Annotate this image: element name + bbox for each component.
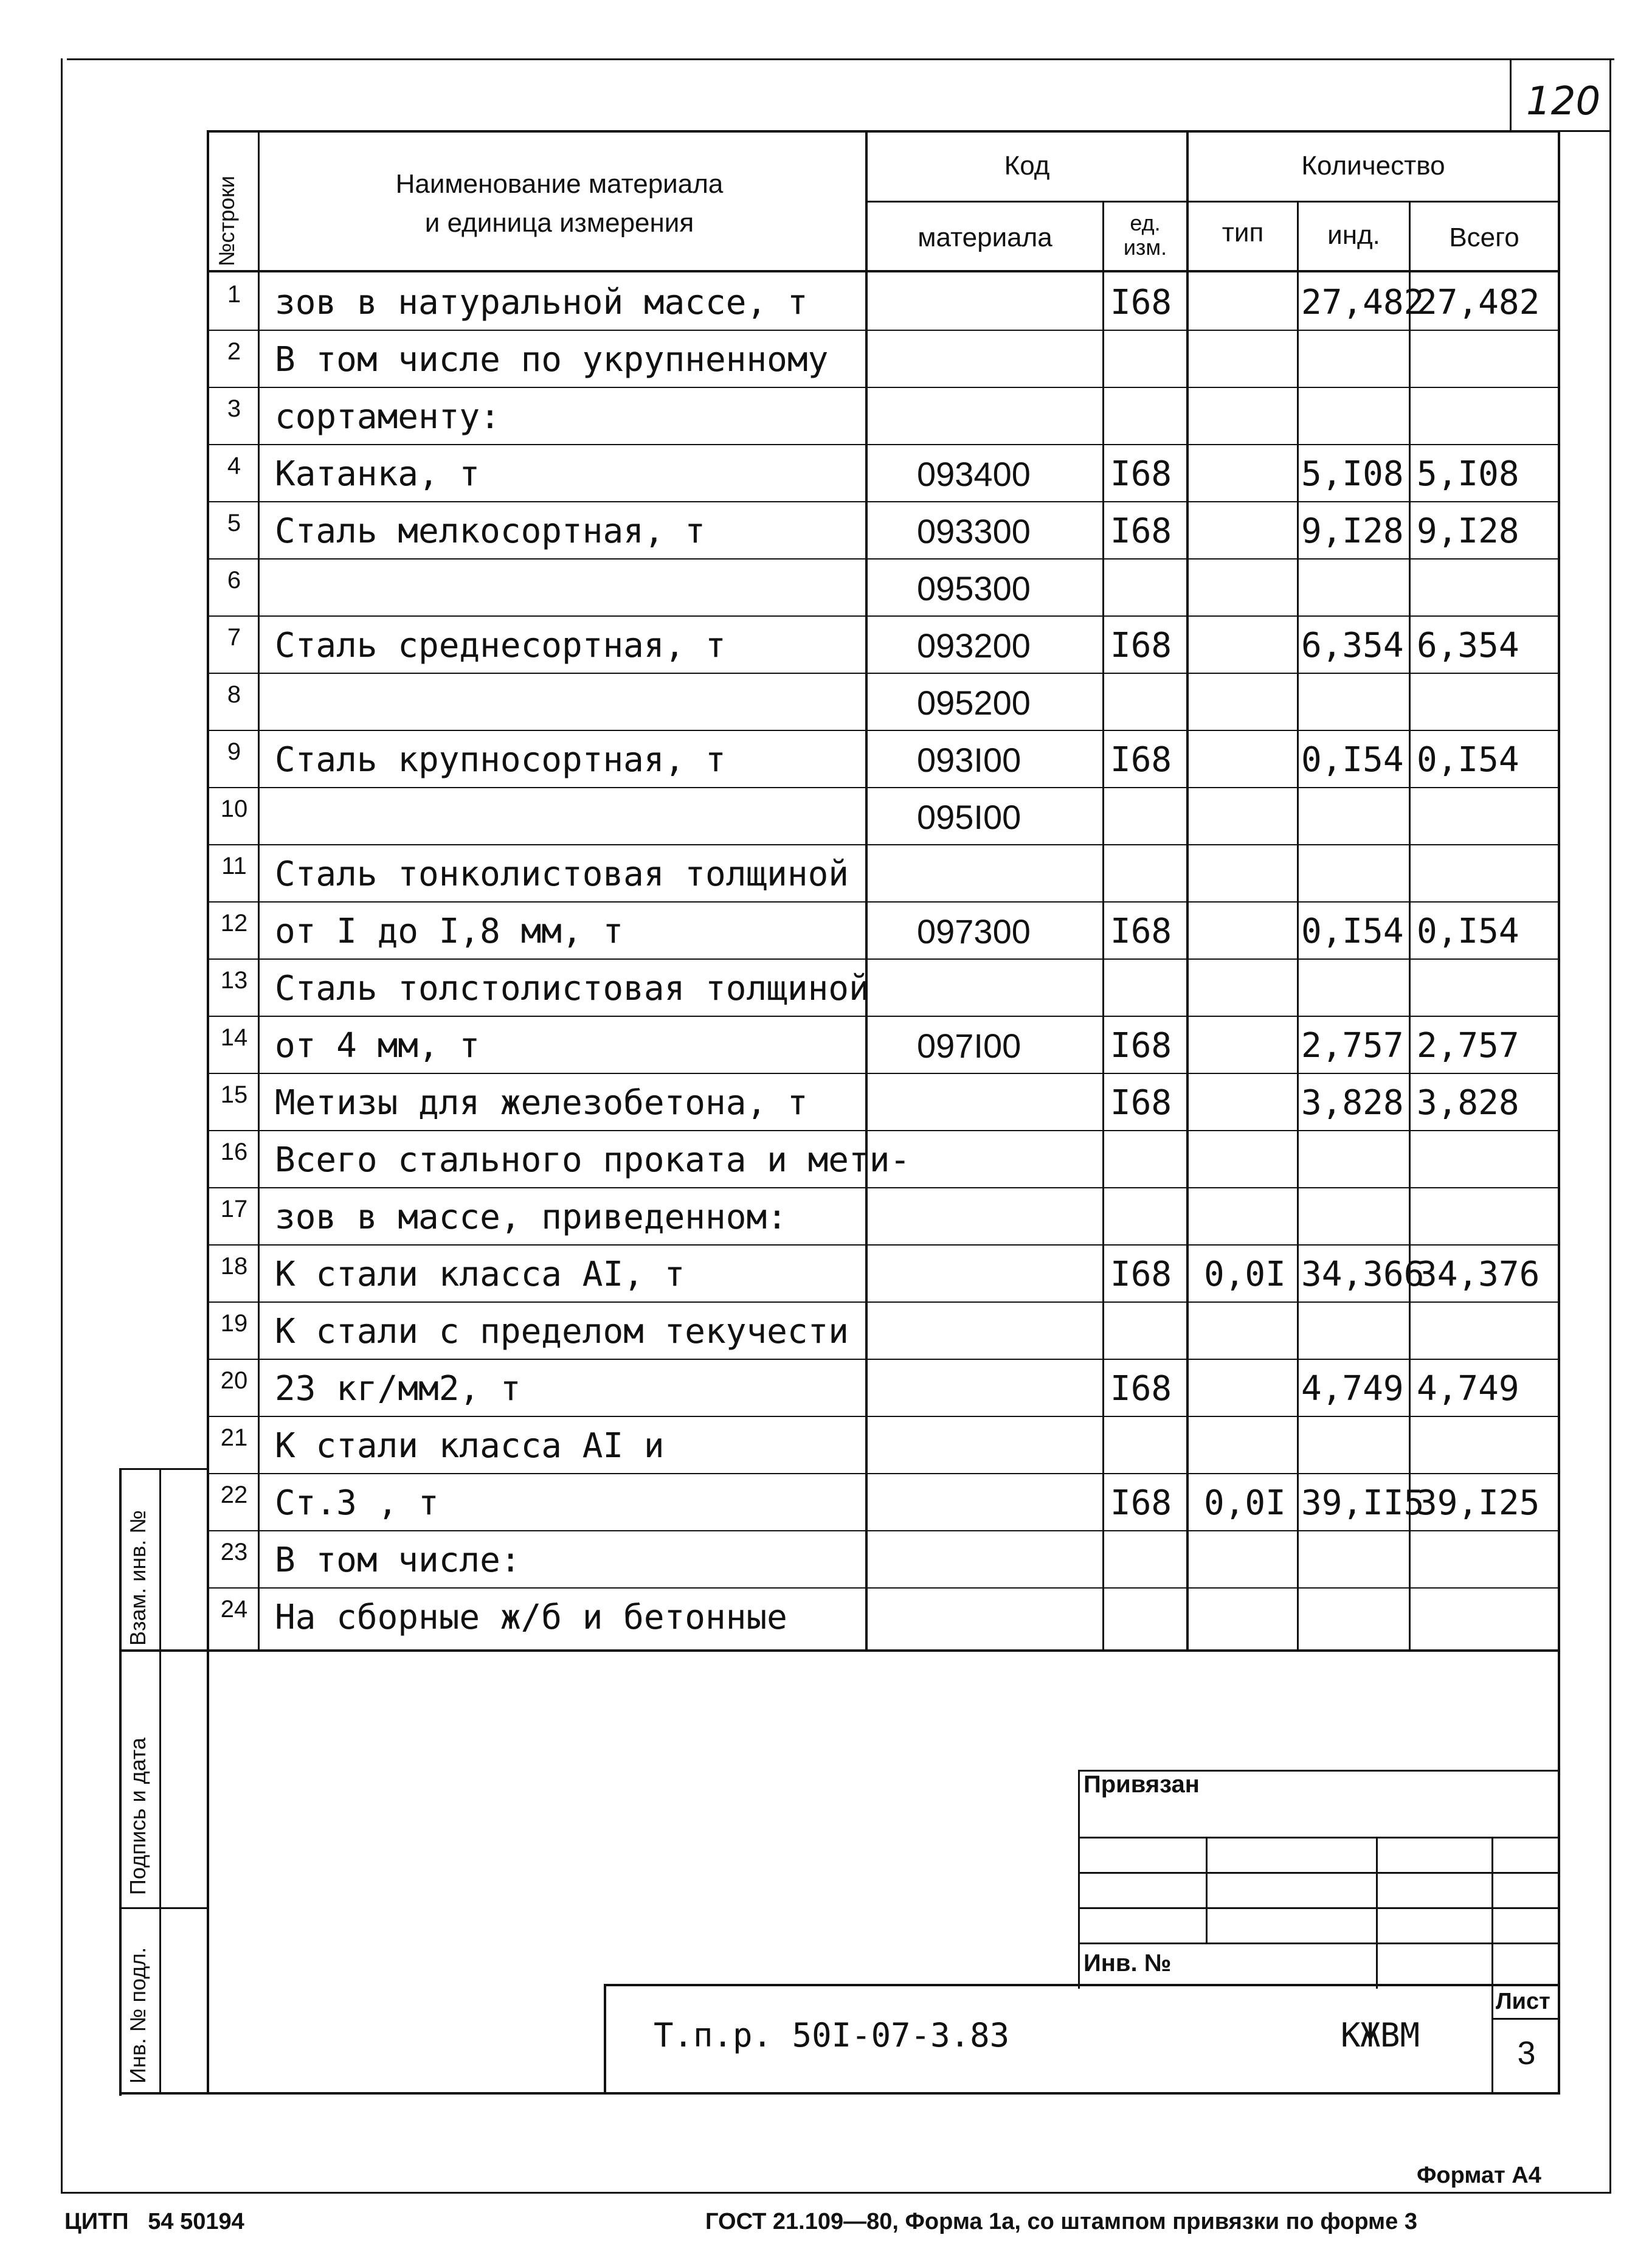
grid-v-code bbox=[865, 130, 868, 1651]
top-rule bbox=[67, 58, 1614, 60]
row-number: 10 bbox=[220, 795, 248, 822]
grid-h-subheader bbox=[865, 201, 1560, 203]
cell-name: К стали с пределом текучести bbox=[275, 1312, 849, 1351]
cell-ind: 2,757 bbox=[1301, 1026, 1404, 1066]
cell-name: Всего стального проката и мети- bbox=[275, 1140, 911, 1180]
cell-unit: I68 bbox=[1110, 1026, 1172, 1066]
row-number: 13 bbox=[220, 967, 248, 994]
cell-type: 0,0I bbox=[1204, 1255, 1286, 1294]
cell-total: 5,I08 bbox=[1417, 454, 1519, 494]
row-separator bbox=[207, 1187, 1560, 1188]
cell-code: 093I00 bbox=[917, 741, 1021, 779]
cell-total: 9,I28 bbox=[1417, 511, 1519, 551]
cell-total: 39,I25 bbox=[1417, 1483, 1540, 1523]
header-type: тип bbox=[1222, 218, 1264, 248]
cell-unit: I68 bbox=[1110, 740, 1172, 780]
row-number: 12 bbox=[220, 910, 248, 937]
row-number: 7 bbox=[227, 624, 241, 651]
side-stamp-bottom bbox=[119, 2092, 1560, 2095]
cell-ind: 0,I54 bbox=[1301, 740, 1404, 780]
row-separator bbox=[207, 730, 1560, 731]
cell-name: Сталь тонколистовая толщиной bbox=[275, 854, 849, 894]
row-separator bbox=[207, 330, 1560, 331]
cell-unit: I68 bbox=[1110, 1369, 1172, 1409]
row-number: 19 bbox=[220, 1310, 248, 1337]
row-separator bbox=[207, 958, 1560, 960]
side-stamp-div1 bbox=[119, 1649, 1560, 1652]
row-number: 8 bbox=[227, 681, 241, 708]
cell-unit: I68 bbox=[1110, 1483, 1172, 1523]
cell-total: 34,376 bbox=[1417, 1255, 1540, 1294]
header-total: Всего bbox=[1449, 223, 1519, 252]
row-separator bbox=[207, 1073, 1560, 1074]
title-block-left bbox=[604, 1984, 606, 2095]
cell-ind: 3,828 bbox=[1301, 1083, 1404, 1123]
header-unit-line2: изм. bbox=[1123, 235, 1167, 260]
cell-name: К стали класса AI, т bbox=[275, 1255, 685, 1294]
cell-total: 4,749 bbox=[1417, 1369, 1519, 1409]
row-number: 9 bbox=[227, 738, 241, 765]
footer-gost: ГОСТ 21.109—80, Форма 1а, со штампом привязки по форме 3 bbox=[705, 2209, 1417, 2234]
cell-ind: 34,366 bbox=[1301, 1255, 1425, 1294]
cell-unit: I68 bbox=[1110, 1255, 1172, 1294]
cell-name: 23 кг/мм2, т bbox=[275, 1369, 521, 1409]
header-material-code: материала bbox=[918, 223, 1052, 252]
row-separator bbox=[207, 673, 1560, 674]
row-separator bbox=[207, 615, 1560, 617]
cell-ind: 39,II5 bbox=[1301, 1483, 1425, 1523]
row-number: 1 bbox=[227, 281, 241, 308]
row-number: 16 bbox=[220, 1138, 248, 1165]
cell-name: Сталь мелкосортная, т bbox=[275, 511, 706, 551]
cell-ind: 4,749 bbox=[1301, 1369, 1404, 1409]
stamp-inv-no: Инв. № bbox=[1083, 1950, 1172, 1977]
stamp-privyazan: Привязан bbox=[1083, 1771, 1200, 1798]
cell-total: 2,757 bbox=[1417, 1026, 1519, 1066]
cell-unit: I68 bbox=[1110, 283, 1172, 322]
cell-name: В том числе по укрупненному bbox=[275, 340, 829, 379]
cell-ind: 27,482 bbox=[1301, 283, 1425, 322]
cell-name: от I до I,8 мм, т bbox=[275, 912, 624, 951]
cell-ind: 6,354 bbox=[1301, 626, 1404, 665]
row-separator bbox=[207, 558, 1560, 560]
cell-name: Метизы для железобетона, т bbox=[275, 1083, 808, 1123]
row-separator bbox=[207, 1473, 1560, 1474]
cell-unit: I68 bbox=[1110, 626, 1172, 665]
cell-unit: I68 bbox=[1110, 511, 1172, 551]
grid-v-type bbox=[1297, 201, 1299, 1651]
row-number: 23 bbox=[220, 1539, 248, 1565]
document-mark: КЖВМ bbox=[1341, 2016, 1420, 2054]
stamp-row4 bbox=[1078, 1942, 1560, 1944]
header-name-line2: и единица измерения bbox=[424, 208, 694, 238]
stamp-row1 bbox=[1078, 1837, 1560, 1838]
row-number: 20 bbox=[220, 1367, 248, 1394]
cell-name: Сталь толстолистовая толщиной bbox=[275, 969, 869, 1008]
sheet-number: 3 bbox=[1517, 2035, 1536, 2071]
cell-unit: I68 bbox=[1110, 1083, 1172, 1123]
cell-code: 095I00 bbox=[917, 798, 1021, 836]
cell-code: 093200 bbox=[917, 626, 1031, 665]
sheet-box-divider bbox=[1491, 2018, 1560, 2020]
row-number: 4 bbox=[227, 452, 241, 479]
side-label-vzam: Взам. инв. № bbox=[125, 1509, 150, 1646]
side-stamp-col bbox=[159, 1468, 161, 2095]
row-number: 11 bbox=[221, 853, 247, 879]
cell-name: зов в натуральной массе, т bbox=[275, 283, 808, 322]
row-number: 5 bbox=[227, 510, 241, 536]
header-ind: инд. bbox=[1327, 220, 1380, 250]
cell-unit: I68 bbox=[1110, 912, 1172, 951]
grid-h-top bbox=[207, 130, 1560, 133]
row-number: 6 bbox=[227, 567, 241, 594]
page-number-box-left bbox=[1510, 58, 1512, 131]
cell-code: 095200 bbox=[917, 684, 1031, 722]
stamp-col3 bbox=[1491, 1837, 1493, 1989]
row-number: 14 bbox=[220, 1024, 248, 1051]
frame-right-border bbox=[1609, 58, 1611, 2193]
row-separator bbox=[207, 1587, 1560, 1589]
cell-code: 095300 bbox=[917, 569, 1031, 608]
row-separator bbox=[207, 1301, 1560, 1303]
grid-h-header-bottom bbox=[207, 270, 1560, 272]
row-number: 17 bbox=[220, 1196, 248, 1222]
row-number: 18 bbox=[220, 1253, 248, 1280]
cell-code: 093400 bbox=[917, 455, 1031, 493]
side-stamp-left bbox=[119, 1468, 122, 2096]
header-row-number: №строки bbox=[214, 175, 239, 266]
stamp-col2 bbox=[1376, 1837, 1378, 1989]
cell-code: 093300 bbox=[917, 512, 1031, 550]
row-separator bbox=[207, 787, 1560, 788]
page-number: 120 bbox=[1526, 79, 1601, 124]
cell-total: 0,I54 bbox=[1417, 740, 1519, 780]
grid-v-qty bbox=[1186, 130, 1189, 1651]
cell-unit: I68 bbox=[1110, 454, 1172, 494]
cell-total: 0,I54 bbox=[1417, 912, 1519, 951]
cell-code: 097300 bbox=[917, 912, 1031, 951]
row-number: 15 bbox=[220, 1081, 248, 1108]
grid-v-unit bbox=[1102, 201, 1104, 1651]
cell-name: К стали класса AI и bbox=[275, 1426, 665, 1466]
row-separator bbox=[207, 901, 1560, 903]
sheet-label: Лист bbox=[1496, 1989, 1550, 2014]
cell-ind: 0,I54 bbox=[1301, 912, 1404, 951]
row-number: 2 bbox=[227, 338, 241, 365]
row-separator bbox=[207, 1359, 1560, 1360]
side-stamp-top bbox=[119, 1468, 209, 1470]
row-number: 21 bbox=[220, 1424, 248, 1451]
cell-code: 097I00 bbox=[917, 1027, 1021, 1065]
side-label-podpis: Подпись и дата bbox=[125, 1738, 150, 1895]
row-separator bbox=[207, 1016, 1560, 1017]
header-unit-line1: ед. bbox=[1130, 210, 1161, 235]
header-qty-group: Количество bbox=[1301, 151, 1445, 181]
cell-name: от 4 мм, т bbox=[275, 1026, 480, 1066]
frame-left-border bbox=[61, 58, 63, 2193]
stamp-col1 bbox=[1206, 1837, 1208, 1944]
row-separator bbox=[207, 501, 1560, 502]
grid-v-ind bbox=[1409, 201, 1411, 1651]
side-stamp-div2 bbox=[119, 1907, 209, 1909]
row-number: 22 bbox=[220, 1482, 248, 1508]
row-number: 24 bbox=[220, 1596, 248, 1623]
cell-name: В том числе: bbox=[275, 1540, 521, 1580]
row-separator bbox=[207, 844, 1560, 845]
cell-type: 0,0I bbox=[1204, 1483, 1286, 1523]
row-number: 3 bbox=[227, 395, 241, 422]
footer-left: ЦИТП 54 50194 bbox=[64, 2209, 244, 2234]
cell-name: Сталь среднесортная, т bbox=[275, 626, 726, 665]
row-separator bbox=[207, 1530, 1560, 1531]
header-code-group: Код bbox=[1004, 151, 1050, 181]
row-separator bbox=[207, 444, 1560, 445]
frame-bottom-border bbox=[61, 2192, 1611, 2194]
cell-ind: 5,I08 bbox=[1301, 454, 1404, 494]
cell-name: Сталь крупносортная, т bbox=[275, 740, 726, 780]
header-name-line1: Наименование материала bbox=[395, 169, 724, 199]
row-separator bbox=[207, 1416, 1560, 1417]
cell-name: Ст.3 , т bbox=[275, 1483, 439, 1523]
cell-name: зов в массе, приведенном: bbox=[275, 1197, 787, 1237]
title-block-top bbox=[604, 1984, 1560, 1986]
stamp-box-left bbox=[1078, 1770, 1080, 1989]
cell-name: На сборные ж/б и бетонные bbox=[275, 1598, 787, 1637]
stamp-row2 bbox=[1078, 1872, 1560, 1874]
cell-total: 27,482 bbox=[1417, 283, 1540, 322]
cell-name: сортаменту: bbox=[275, 397, 500, 437]
stamp-row3 bbox=[1078, 1907, 1560, 1909]
table-grid bbox=[207, 130, 209, 2095]
row-separator bbox=[207, 387, 1560, 388]
cell-name: Катанка, т bbox=[275, 454, 480, 494]
document-code: Т.п.р. 50I-07-3.83 bbox=[654, 2016, 1010, 2054]
cell-total: 3,828 bbox=[1417, 1083, 1519, 1123]
cell-total: 6,354 bbox=[1417, 626, 1519, 665]
row-separator bbox=[207, 1244, 1560, 1246]
grid-v-right bbox=[1558, 130, 1560, 2095]
footer-format: Формат А4 bbox=[1417, 2163, 1541, 2188]
cell-ind: 9,I28 bbox=[1301, 511, 1404, 551]
side-label-inv-podl: Инв. № подл. bbox=[125, 1947, 150, 2084]
row-separator bbox=[207, 1130, 1560, 1131]
